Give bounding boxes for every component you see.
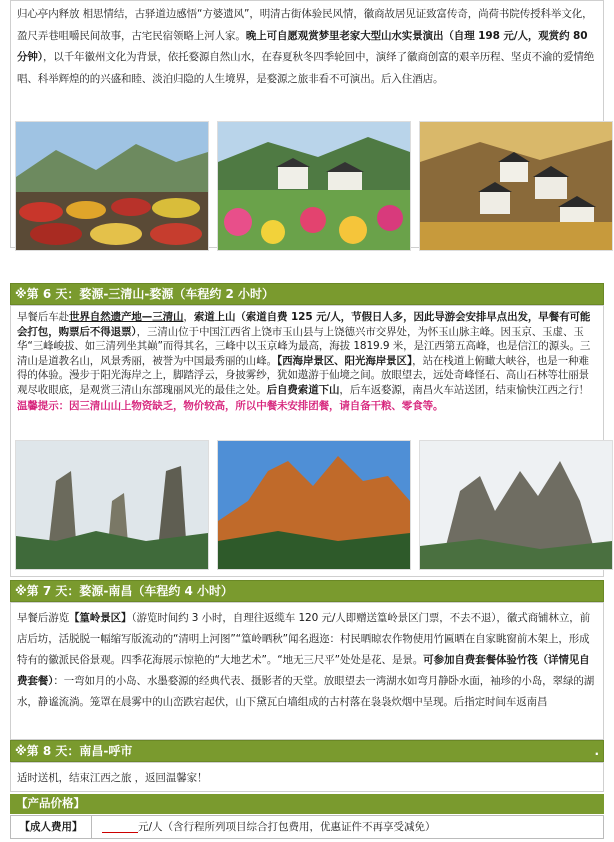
day7-text-2: （游览时间约 3 小时，自理往返缆车 120 元/人即赠送篁岭景区门票，不去不退），徽式商铺林立，前店后坊，活脱脱一幅缩写版流动的“清明上河图”“篁岭晒秋”闻名遐迩：村民晒晾农作物使用竹匾晒在自家眺窗前木架上，形成特有的徽派民俗景观。四季花海展示惊艳的“大地艺术”。“地无三尺平”处处是花、是景。 [17, 612, 591, 666]
day6-photos [15, 440, 613, 570]
day5-text-1: 归心亭内释放 相思情结，古驿道边感悟“方婆遗风”，明清古街体验民风情，徽商故居见证致富传奇，尚荷书院传授科举文化，盈尺弄巷咀嚼民间故事，古宅民宿领略上河人家。 [17, 8, 593, 42]
day5-content [10, 0, 604, 248]
day5-photos [15, 121, 613, 251]
photo-sunset-peaks [217, 440, 411, 570]
adult-price-label: 【成人费用】 [11, 816, 92, 838]
day6-cableway-down: 后自费索道下山 [266, 383, 340, 396]
day6-tip: 温馨提示：因三清山山上物资缺乏，物价较高，所以中餐未安排团餐，请自备干粮、零食等。 [17, 400, 444, 412]
day6-scenic-area: 【西海岸景区、阳光海岸景区】 [277, 354, 413, 367]
day8-content [10, 762, 604, 792]
day6-header [10, 283, 604, 305]
day7-header [10, 580, 604, 602]
adult-price-text: 元/人（含行程所列项目综合打包费用，优惠证件不再享受减免） [138, 821, 436, 833]
day8-description: 适时送机，结束江西之旅 ，返回温馨家！ [17, 772, 208, 784]
photo-hillside-village [419, 121, 613, 251]
day6-description [11, 306, 603, 397]
photo-flower-village [217, 121, 411, 251]
day5-text-2: ，以千年徽州文化为背景，依托婺源自然山水，在春夏秋冬四季轮回中，演绎了徽商创富的艰辛历程、坚贞不渝的爱情绝唱、科举辉煌的的兴盛和睦、淡泊归隐的人生境界，是婺源之旅非看不可演出。后入住酒店。 [17, 51, 595, 85]
day7-description [11, 603, 603, 713]
day5-show-highlight: 晚上可自愿观赏梦里老家大型山水实景演出（自理 198 元/人，观赏约 80 分钟） [17, 29, 588, 63]
day6-text-4: ，站在栈道上俯瞰大峡谷，也是一种难得的体验。漫步于阳光海岸之上，脚踏浮云，身披雾纱，犹如遨游于仙境之间。放眼望去，远处奇峰怪石、高山石林等壮丽景观尽收眼底，是观赏三清山东部瑰丽风光的最佳之处。 [17, 354, 589, 396]
price-row [10, 815, 604, 839]
day6-text-2: ， [183, 311, 194, 323]
day7-text-1: 早餐后游览 [17, 612, 69, 624]
day7-text-3: ：一弯如月的小岛、水墨婺源的经典代表、摄影者的天堂。放眼望去一湾湖水如弯月静卧水面，袖珍的小岛，翠绿的湖水，静谧流淌。笼罩在晨雾中的山峦跌宕起伏，山下黛瓦白墙组成的古村落在袅袅炊烟中呈现。后指定时间车返南昌 [17, 675, 595, 708]
day6-text-3: ，三清山位于中国江西省上饶市玉山县与上饶德兴市交界处，为怀玉山脉主峰。因玉京、玉虚、玉华“三峰峻拔、如三清列坐其巅”而得其名，三峰中以玉京峰为最高，海拔 1819.9 米，是江西第五高峰，也是信江的源头。三清山是道教名山，风景秀丽，被誉为中国最秀丽的山峰。 [17, 325, 591, 367]
price-header-label: 【产品价格】 [16, 796, 85, 810]
price-blank [102, 818, 138, 833]
day8-title: ※第 8 天：南昌-呼市 [15, 744, 133, 758]
photo-mountain-pillars [15, 440, 209, 570]
day7-bamboo-raft: 可参加自费套餐体验竹筏（详情见自费套餐） [17, 654, 590, 687]
day7-title: ※第 7 天：婺源-南昌（车程约 4 小时） [15, 584, 234, 598]
day6-text-1: 早餐后车赴 [17, 311, 69, 323]
day5-description [11, 1, 603, 90]
day7-huangling: 【篁岭景区】 [69, 612, 132, 624]
photo-drying-crops [15, 121, 209, 251]
adult-price-value [92, 816, 436, 838]
day8-header [10, 740, 604, 762]
day6-sanqingshan: 世界自然遗产地—三清山 [69, 311, 184, 323]
day6-cableway-note: 索道上山（索道自费 125 元/人，节假日人多，因此导游会安排早点出发，早餐有可能会打包，购票后不得退票） [17, 311, 591, 338]
price-header [10, 794, 604, 814]
day6-text-5: ，后车返婺源，南昌火车站送团，结束愉快江西之行！ [339, 383, 590, 396]
day6-content [10, 305, 604, 577]
day7-content [10, 602, 604, 740]
day6-title: ※第 6 天：婺源-三清山-婺源（车程约 2 小时） [15, 287, 275, 301]
photo-misty-peaks [419, 440, 613, 570]
day8-dot: . [594, 744, 599, 758]
